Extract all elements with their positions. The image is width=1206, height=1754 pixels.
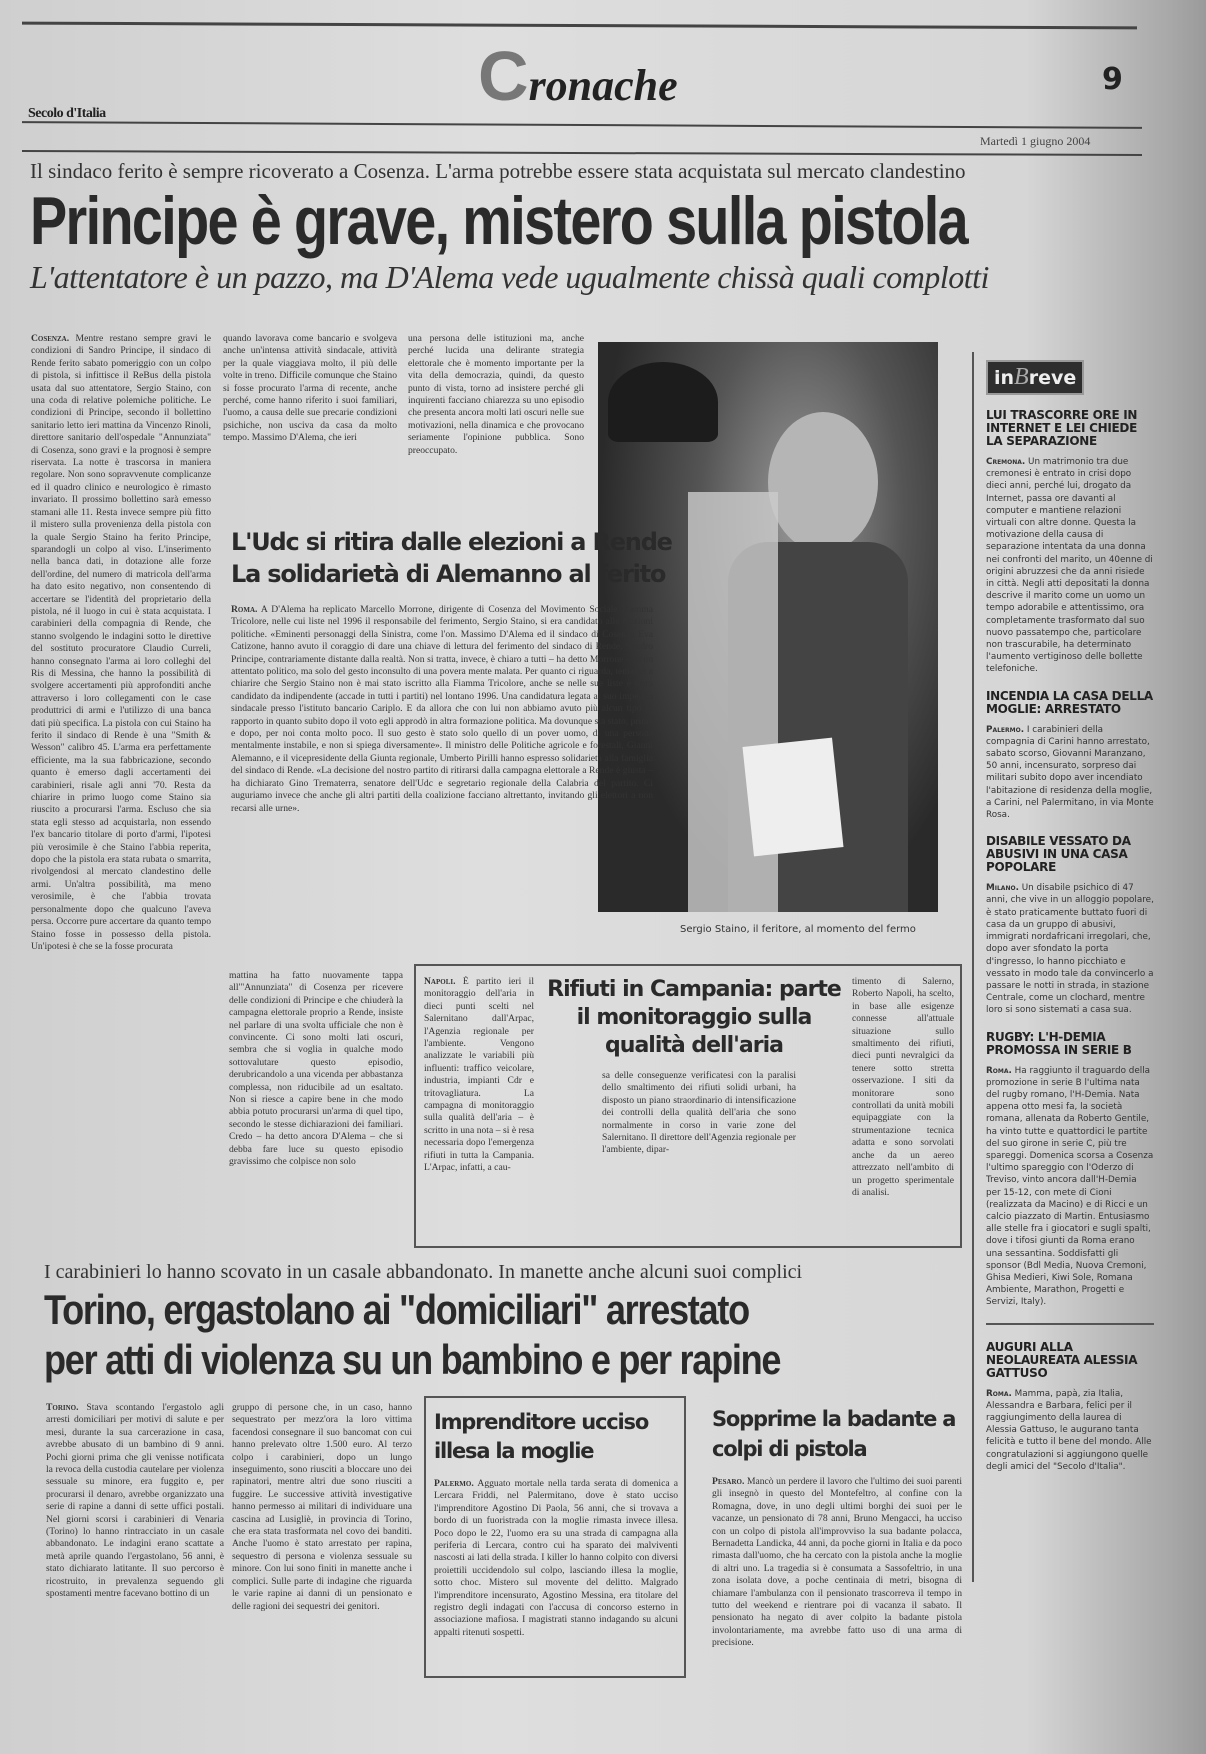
article-text: Mamma, papà, zia Italia, Alessandra e Barbara, felici per il raggiungimento della laurea di Alessia Gattuso, le augurano tanta felicità e tutto il bene del mondo. Alle congratulazioni si aggiungono quelle degli amici del "Secolo d'Italia". (986, 1388, 1152, 1472)
photo-caption: Sergio Staino, il feritore, al momento del fermo (680, 924, 916, 935)
torino-column-2: gruppo di persone che, in un caso, hanno sequestrato per mezz'ora la loro vittima facendosi consegnare il suo bancomat con cui hanno prelevato oltre 1.500 euro. Al terzo colpo i carabinieri, dopo un lungo inseguimento, sono riusciti a bloccare uno dei rapinatori, mentre altri due sono riusciti a fuggire. Le successive attività investigative hanno permesso ai militari di individuare una cascina ad Lusigliè, in provincia di Torino, che era stata trasformata nel covo dei banditi. Anche l'uomo è stato arrestato per rapina, sequestro di persona e violenza sessuale su minore. Con lui sono finiti in manette anche i complici. Sulle parte di indagine che riguarda le varie rapine ai danni di un pensionato e delle ragioni dei sequestri dei genitori. (232, 1402, 412, 1612)
page-number: 9 (1102, 62, 1123, 97)
torino-headline-line-1: Torino, ergastolano ai "domiciliari" arrestato (44, 1286, 749, 1333)
in-breve-title (986, 360, 1084, 395)
in-breve-item (986, 1031, 1154, 1309)
dateline: Napoli. (424, 976, 456, 987)
in-breve-headline: RUGBY: L'H-DEMIA PROMOSSA IN SERIE B (986, 1029, 1132, 1057)
dateline: Torino. (46, 1402, 79, 1413)
article-text: Agguato mortale nella tarda serata di domenica a Lercara Friddi, nel Palermitano, dove è stato ucciso l'imprenditore Agostino Di Paola, 56 anni, che si trovava a bordo di un fuoristrada con la moglie rimasta invece illesa. Poco dopo le 22, l'uomo era su una strada di campagna alla periferia di Lercara, contro cui ha sparato dei malviventi nascosti ai lati della strada. I killer lo hanno colpito con diversi proiettili uccidendolo sul colpo, lasciando illesa la moglie, sotto choc. Mistero sul movente del delitto. Malgrado l'imprenditore incensurato, Agostino Messina, era titolare del registro degli indagati con l'accusa di concorso esterno in associazione mafiosa. I magistrati stanno indagando su alcuni appalti ritenuti sospetti. (434, 1478, 678, 1638)
in-breve-text (986, 1065, 1154, 1309)
in-breve-item (986, 409, 1154, 676)
rifiuti-column-1 (424, 976, 534, 1238)
article-text: Un disabile psichico di 47 anni, che vive in un alloggio popolare, è stato praticamente buttato fuori di casa da un gruppo di abusivi, immigrati nordafricani irregolari, che, dopo aver sfondato la porta d'ingresso, lo hanno picchiato e vessato in modo tale da convincerlo a passare le notti in strada, in stazione Centrale, come un clochard, mentre loro si sono sistemati a casa sua. (986, 883, 1154, 1016)
udc-group (231, 526, 672, 924)
masthead: Secolo d'Italia (28, 106, 106, 121)
in-breve-headline: DISABILE VESSATO DA ABUSIVI IN UNA CASA POPOLARE (986, 834, 1131, 875)
udc-headline (231, 526, 672, 590)
header-rule (22, 121, 1142, 129)
dateline: Milano. (986, 883, 1019, 894)
in-breve-item (986, 1323, 1154, 1473)
dateline: Palermo. (434, 1478, 474, 1489)
lead-column-2: quando lavorava come bancario e svolgeva anche un'intensa attività sindacale, attività per la quale viaggiava molto, il più delle volte in treno. Difficile comunque che Staino si fosse procurato l'arma di recente, anche perché, come hanno riferito i suoi familiari, l'uomo, a causa delle sue precarie condizioni psichiche, non usciva da casa da molto tempo. Massimo D'Alema, che ieri (223, 333, 397, 444)
cap-shape (608, 362, 718, 442)
article-text: È partito ieri il monitoraggio dell'aria in dieci punti scelti nel Salernitano dall'Arpac, l'Agenzia regionale per l'ambiente. Vengono analizzate le variabili più influenti: traffico veicolare, industria, impianti Cdr e tritovagliatura. La campagna di monitoraggio sulla qualità dell'aria – è scritto in una nota – si è resa necessaria dopo l'emergenza rifiuti in tutta la Campania. L'Arpac, infatti, a cau- (424, 976, 534, 1174)
article-text: Un matrimonio tra due cremonesi è entrato in crisi dopo dieci anni, perché lui, drogato da Internet, passa ore davanti al computer e mantiene relazioni virtuali con altre donne. Questa la motivazione della causa di separazione intentata da una donna nei confronti del marito, un 40enne di origini abruzzesi che da anni risiede in città. Negli atti depositati la donna descrive il marito come un uomo un tempo adorabile e attentissimo, ora completamente trasformato dal suo nuovo passatempo che, particolare non trascurabile, ha determinato l'aumento vertiginoso delle bollette telefoniche. (986, 457, 1153, 675)
rifiuti-headline: Rifiuti in Campania: parte il monitoraggio sulla qualità dell'aria (547, 977, 841, 1058)
in-breve-headline: AUGURI ALLA NEOLAUREATA ALESSIA GATTUSO (986, 1339, 1138, 1380)
imprenditore-headline: Imprenditore ucciso illesa la moglie (434, 1410, 649, 1463)
dateline: Palermo. (986, 724, 1025, 735)
in-breve-text (986, 456, 1154, 676)
badante-headline: Sopprime la badante a colpi di pistola (712, 1407, 956, 1461)
paper-shape (742, 738, 843, 857)
torino-headline-wrap (44, 1285, 964, 1385)
section-title: Cronache (478, 37, 678, 115)
dateline: Roma. (231, 604, 258, 615)
in-breve-item (986, 835, 1154, 1016)
in-breve-text (986, 1388, 1154, 1473)
title-in: in (994, 367, 1015, 389)
torino-column-1 (46, 1402, 224, 1674)
issue-date: Martedì 1 giugno 2004 (980, 134, 1091, 148)
dateline: Roma. (986, 1065, 1012, 1076)
torino-headline (44, 1285, 835, 1385)
in-breve-headline: INCENDIA LA CASA DELLA MOGLIE: ARRESTATO (986, 688, 1153, 716)
header-rule-bottom (22, 150, 1142, 156)
dateline: Pesaro. (712, 1476, 745, 1487)
lead-headline: Principe è grave, mistero sulla pistola (30, 183, 968, 259)
sidebar-divider (972, 352, 974, 1582)
lead-column-3: una persona delle istituzioni ma, anche perché lucida una delirante strategia elettorale che è momento importante per la vita della democrazia, quindi, da questo punto di vista, torno ad insistere perché gli inquirenti facciano chiarezza su uno episodio che presenta ancora molti lati oscuri nelle sue motivazioni, nella dinamica e che provocano seriamente l'opinione pubblica. Sono preoccupato. (408, 333, 584, 456)
lead-column-2-continued: mattina ha fatto nuovamente tappa all'"Annunziata" di Cosenza per ricevere delle condizioni di Principe e che chiuderà la campagna elettorale proprio a Rende, insiste nel parlare di una svolta ufficiale che non è convincente. Ci sono molti lati oscuri, sembra che si voglia in qualche modo sottovalutare questo episodio, derubricandolo a una vicenda per abbastanza complessa, non riducibile ad un esaltato. Non si riesce a capire bene in che modo abbia potuto procurarsi un'arma di quel tipo, secondo le stesse dichiarazioni dei familiari. Credo – ha detto ancora D'Alema – che si debba fare luce su questo episodio gravissimo che colpisce non solo (229, 970, 403, 1168)
in-breve-headline: LUI TRASCORRE ORE IN INTERNET E LEI CHIEDE LA SEPARAZIONE (986, 408, 1138, 448)
dateline: Roma. (986, 1388, 1012, 1399)
article-text: Stava scontando l'ergastolo agli arresti domiciliari per motivi di salute e per mesi, durante la sua carcerazione in casa, avrebbe abusato di un bambino di 9 anni. Pochi giorni prima che gli venisse notificata la revoca della custodia cautelare per violenza sessuale su minore, era fuggito e, per procurarsi il denaro, avrebbe organizzato una serie di rapine a danni di sette uffici postali. Nel giorni scorsi i carabinieri di Venaria (Torino) lo hanno rintracciato in un casale abbandonato. Le indagini erano scattate a metà aprile quando l'ergastolano, 56 anni, è stato dichiarato latitante. Il suo percorso è ricostruito, in prevalenza seguendo gli spostamenti mentre facevano bottino di un (46, 1402, 224, 1600)
rifiuti-center-group (546, 976, 842, 1238)
udc-headline-line-2: La solidarietà di Alemanno al ferito (231, 560, 666, 588)
udc-headline-line-1: L'Udc si ritira dalle elezioni a Rende (231, 528, 672, 556)
lead-heading-group (30, 158, 1150, 296)
article-text: Mentre restano sempre gravi le condizioni di Sandro Principe, il sindaco di Rende ferito sabato pomeriggio con un colpo di pistola, si infittisce il ReBus della pistola usata dal suo attentatore, Sergio Staino, con una coda di relative polemiche politiche. Le condizioni di Principe, secondo il bollettino sanitario letto ieri mattina da Vincenzo Rinoli, direttore sanitario dell'ospedale "Annunziata" di Cosenza, sono gravi e la prognosi è sempre riservata. La notte è trascorsa in maniera regolare. Non sono sopravvenute complicanze ed il quadro clinico e neurologico è rimasto invariato. Il prossimo bollettino sarà emesso stamani alle 11. Resta invece sempre più fitto il mistero sulla provenienza della pistola con la quale Sergio Staino ha ferito Principe, sparandogli un colpo al viso. L'inserimento nella banca dati, in dotazione alle forze dell'ordine, del numero di matricola dell'arma ha dato esito negativo, non consentendo di accertare se l'identità del proprietario della pistola, né il luogo in cui è stata acquistata. I carabinieri della compagnia di Rende, che stanno svolgendo le indagini sotto le direttive del sostituto procuratore Claudio Curreli, hanno consegnato l'arma ai loro colleghi del Ris di Messina, che hanno la possibilità di svolgere accertamenti più approfonditi anche attraverso i loro collegamenti con le case produttrici di armi e l'utilizzo di una banca dati più specifica. La pistola con cui Staino ha ferito il sindaco di Rende è una "Smith & Wesson" calibro 45. L'arma era perfettamente efficiente, ma la sua fabbricazione, secondo quanto è emerso dagli accertamenti dei carabinieri, risale agli anni '70. Resta da chiarire in primo luogo come Staino sia riuscito a procurarsi l'arma. Escluso che sia stata egli stesso ad acquistarla, non essendo l'ex bancario titolare di porto d'armi, l'ipotesi più verosimile è che Staino l'abbia reperita, dopo che la pistola era stata rubata o smarrita, rivolgendosi al mercato clandestino delle armi. Un'altra possibilità, ma meno verosimile, è che l'abbia trovata personalmente dopo che qualcuno l'aveva persa. Occorre pure accertare da quanto tempo Staino fosse in possesso della pistola. Un'ipotesi è che se la fosse procurata (31, 333, 211, 952)
article-text: Ha raggiunto il traguardo della promozione in serie B l'ultima nata del rugby romano, l'H-Demia. Nata appena otto mesi fa, la società romana, allenata da Roberto Gentile, ha vinto tutte e quattordici le partite del suo girone in serie C, più tre spareggi. Domenica scorsa a Cosenza l'ultimo spareggio con l'Oderzo di Treviso, vinto ancora dall'H-Demia per 15-12, con mete di Cioni (realizzata da Macino) e di Ricci e un calcio piazzato di Martin. Entusiasmo alle stelle fra i giocatori e sugli spalti, dove i tifosi giunti da Roma erano una sessantina. Soddisfatti gli sponsor (Bdl Media, Nuova Cremoni, Ghisa Medieri, Kiwi Sole, Romana Ambiente, Marathon, Progetti e Servizi, Italy). (986, 1065, 1154, 1308)
rifiuti-column-3: timento di Salerno, Roberto Napoli, ha scelto, in base alle esigenze connesse all'attuale situazione sullo smaltimento dei rifiuti, dieci punti nevralgici da tenere sotto stretta osservazione. I siti da monitorare sono controllati da unità mobili equipaggiate con la strumentazione tecnica adatta e sono sorvolati anche da un aereo attrezzato nell'ambito di un progetto sperimentale di analisi. (852, 976, 954, 1198)
lead-kicker: Il sindaco ferito è sempre ricoverato a Cosenza. L'arma potrebbe essere stata acquistata sul mercato clandestino (30, 159, 966, 183)
imprenditore-group (434, 1408, 678, 1672)
face-shape (768, 412, 878, 552)
badante-article (712, 1476, 962, 1674)
lead-subhead: L'attentatore è un pazzo, ma D'Alema vede ugualmente chissà quali complotti (30, 259, 989, 295)
lead-column-1 (31, 333, 211, 1245)
lead-headline-wrap (30, 184, 1150, 258)
torino-headline-line-2: per atti di violenza su un bambino e per rapine (44, 1336, 781, 1383)
dateline: Cosenza. (31, 333, 70, 344)
in-breve-sidebar (986, 360, 1154, 1580)
article-text: Mancò un perdere il lavoro che l'ultimo dei suoi parenti gli insegnò in questo del Montefeltro, al confine con la Romagna, dove, in uno degli ultimi borghi dei suoi per le vacanze, un pensionato di 78 anni, Bruno Mengacci, ha ucciso con un colpo di pistola all'improvviso la sua badante polacca, Bernadetta Landicka, 44 anni, da poche giorni in Italia e da poco rimasta dall'uomo, che ha cercato con la pistola anche la moglie di altri uno. La tragedia si è consumata a Sassofeltrio, in una zona isolata dove, a poche centinaia di metri, bisogna di chiamare l'ambulanza con il pensionato trascorreva il tempo in tutto del weekend e rientrare poi di vacanza il sabato. Il pensionato ha negato di aver colpito la badante pistola involontariamente, ma avrebbe fatto uso di una arma di precisione. (712, 1476, 962, 1649)
in-breve-item (986, 690, 1154, 822)
dateline: Cremona. (986, 457, 1026, 467)
rifiuti-column-2: sa delle conseguenze verificatesi con la paralisi dello smaltimento dei rifiuti solidi urbani, ha disposto un piano straordinario di intensificazione dei controlli della qualità dell'aria che sono normalmente in corso in varie zone del Salernitano. Il direttore dell'Agenzia regionale per l'ambiente, dipar- (602, 1070, 796, 1156)
in-breve-items (986, 409, 1154, 1473)
torino-kicker: I carabinieri lo hanno scovato in un casale abbandonato. In manette anche alcuni suoi complici (44, 1261, 803, 1283)
article-text: A D'Alema ha replicato Marcello Morrone, dirigente di Cosenza del Movimento Sociale Fiamma Tricolore, nelle cui liste nel 1996 il responsabile del ferimento, Sergio Staino, si era candidato alle elezioni politiche. «Eminenti personaggi della Sinistra, come l'on. Massimo D'Alema ed il sindaco di Cosenza Eva Catizone, hanno avuto il coraggio di dare una chiave di lettura del ferimento del sindaco di Rende, Sandro Principe, contrariamente distante dalla realtà. Non si tratta, invece, è chiaro a tutti – ha detto Morrone – di un attentato politico, ma solo del gesto inconsulto di una povera mente malata. Per quanto ci riguarda, teniamo a chiarire che Sergio Staino non è mai stato iscritto alla Fiamma Tricolore, anche se nelle sue liste è stato candidato da indipendente (accade in tutti i partiti) nel lontano 1996. Una candidatura legata al suo impegno sindacale presso l'istituto bancario Cariplo. E da allora che con lui non abbiamo avuto più alcun tipo di rapporto in quanto subito dopo il voto egli approdò in altra formazione politica. Ma dovunque sia stato, prima e dopo, per noi conta molto poco. Il suo gesto è stato solo quello di un pover uomo, di una persona mentalmente instabile, e non si spiega diversamente». Il ministro delle Politiche agricole e forestali, Gianni Alemanno, e il vicepresidente della Giunta regionale, Umberto Pirilli hanno espresso solidarietà alla famiglia del sindaco di Rende. «La decisione del nostro partito di ritirarsi dalla campagna elettorale a Rende è giusta – ha dichiarato Gino Trematerra, senatore dell'Udc e segretario regionale della Calabria del partito. Ci auguriamo invece che anche gli altri partiti della coalizione facciano altrettanto, invitando gli elettori a non recarsi alle urne». (231, 604, 653, 814)
torino-heading-group (44, 1260, 964, 1385)
top-rule (22, 22, 1137, 30)
in-breve-text (986, 724, 1154, 822)
in-breve-text (986, 882, 1154, 1016)
title-breve: Breve (1014, 364, 1077, 390)
imprenditore-article (434, 1478, 678, 1672)
badante-group (712, 1404, 962, 1674)
udc-article (231, 604, 653, 924)
article-text: I carabinieri della compagnia di Carini hanno arrestato, sabato scorso, Giovanni Maranzano, 50 anni, incensurato, sorpreso dai militari subito dopo aver incendiato l'abitazione di residenza della moglie, a Carini, nel Palermitano, in via Monte Rosa. (986, 724, 1154, 821)
